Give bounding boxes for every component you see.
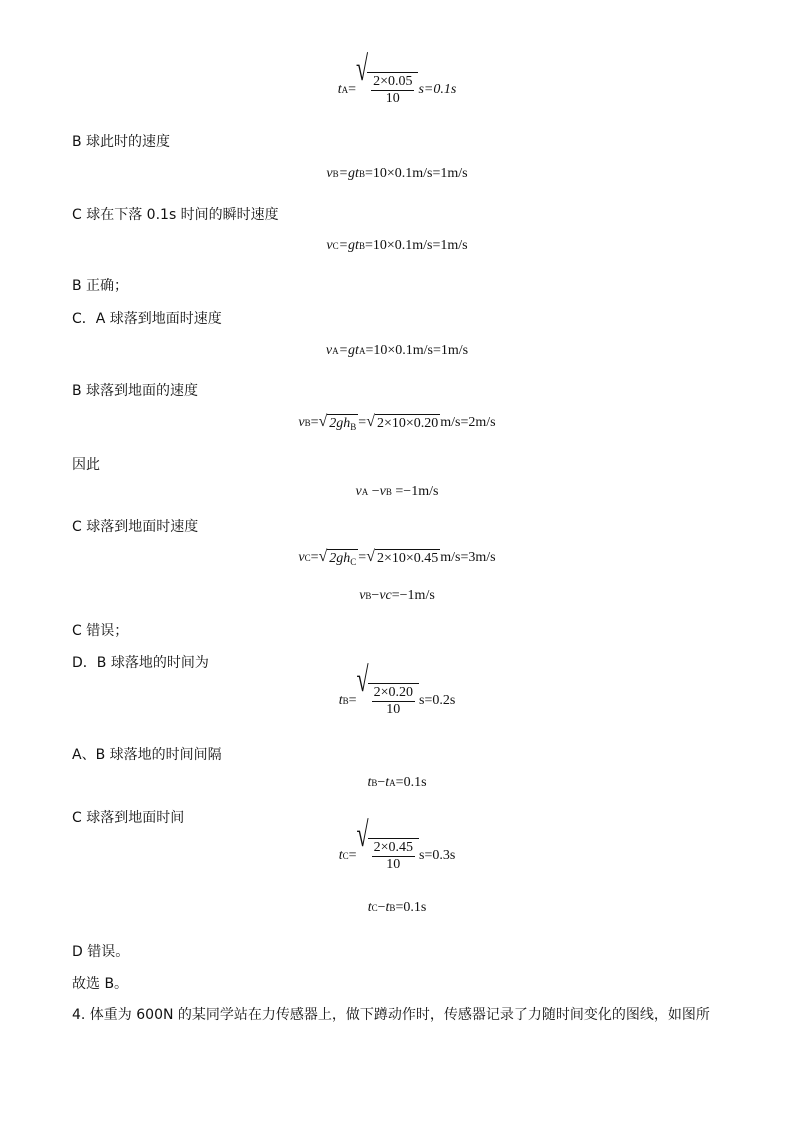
equation-tA: t A = √ $\frac{2\times 0.05}{10}$ s=0.1s xyxy=(337,47,457,106)
text-line: B 球落到地面的速度 xyxy=(72,383,199,399)
text-line: A、B 球落地的时间间隔 xyxy=(72,747,222,763)
text-line: C 球在下落 0.1s 时间的瞬时速度 xyxy=(72,207,279,223)
text-line: C 球落到地面时速度 xyxy=(72,519,199,535)
equation-tC-minus-tB: t C − t B =0.1s xyxy=(367,900,427,915)
equation-vB-ground: v B = √ $2gh_B$ = √ 2×10×0.20 m/s=2m/s xyxy=(298,413,496,432)
equation-vB: v B =gt B =10×0.1m/s=1m/s xyxy=(326,166,468,181)
text-line: 因此 xyxy=(72,457,100,473)
equation-tB-minus-tA: t B − t A =0.1s xyxy=(367,775,427,790)
equation-vB-minus-vC: v B − vc =−1m/s xyxy=(359,588,435,603)
text-line: D．B 球落地的时间为 xyxy=(72,655,209,671)
equation-tB: t B = √ $\frac{2\times 0.20}{10}$ s=0.2s xyxy=(338,658,456,717)
text-line: B 球此时的速度 xyxy=(72,134,171,150)
equation-vA-minus-vB: v A − v B =−1m/s xyxy=(355,484,439,499)
text-line: C 错误； xyxy=(72,623,129,639)
text-line: C．A 球落到地面时速度 xyxy=(72,311,222,327)
question-4-text: 4. 体重为 600N 的某同学站在力传感器上，做下蹲动作时，传感器记录了力随时间变化的图线，如图所 xyxy=(72,1007,710,1023)
text-line: 故选 B。 xyxy=(72,976,129,992)
equation-tC: t C = √ $\frac{2\times 0.45}{10}$ s=0.3s xyxy=(338,813,456,872)
text-line: C 球落到地面时间 xyxy=(72,810,185,826)
equation-vA: v A =gt A =10×0.1m/s=1m/s xyxy=(325,343,469,358)
equation-vC-ground: v C = √ $2gh_C$ = √ 2×10×0.45 m/s=3m/s xyxy=(298,548,496,567)
equation-vC: v C =gt B =10×0.1m/s=1m/s xyxy=(326,238,468,253)
text-line: B 正确； xyxy=(72,278,129,294)
text-line: D 错误。 xyxy=(72,944,130,960)
